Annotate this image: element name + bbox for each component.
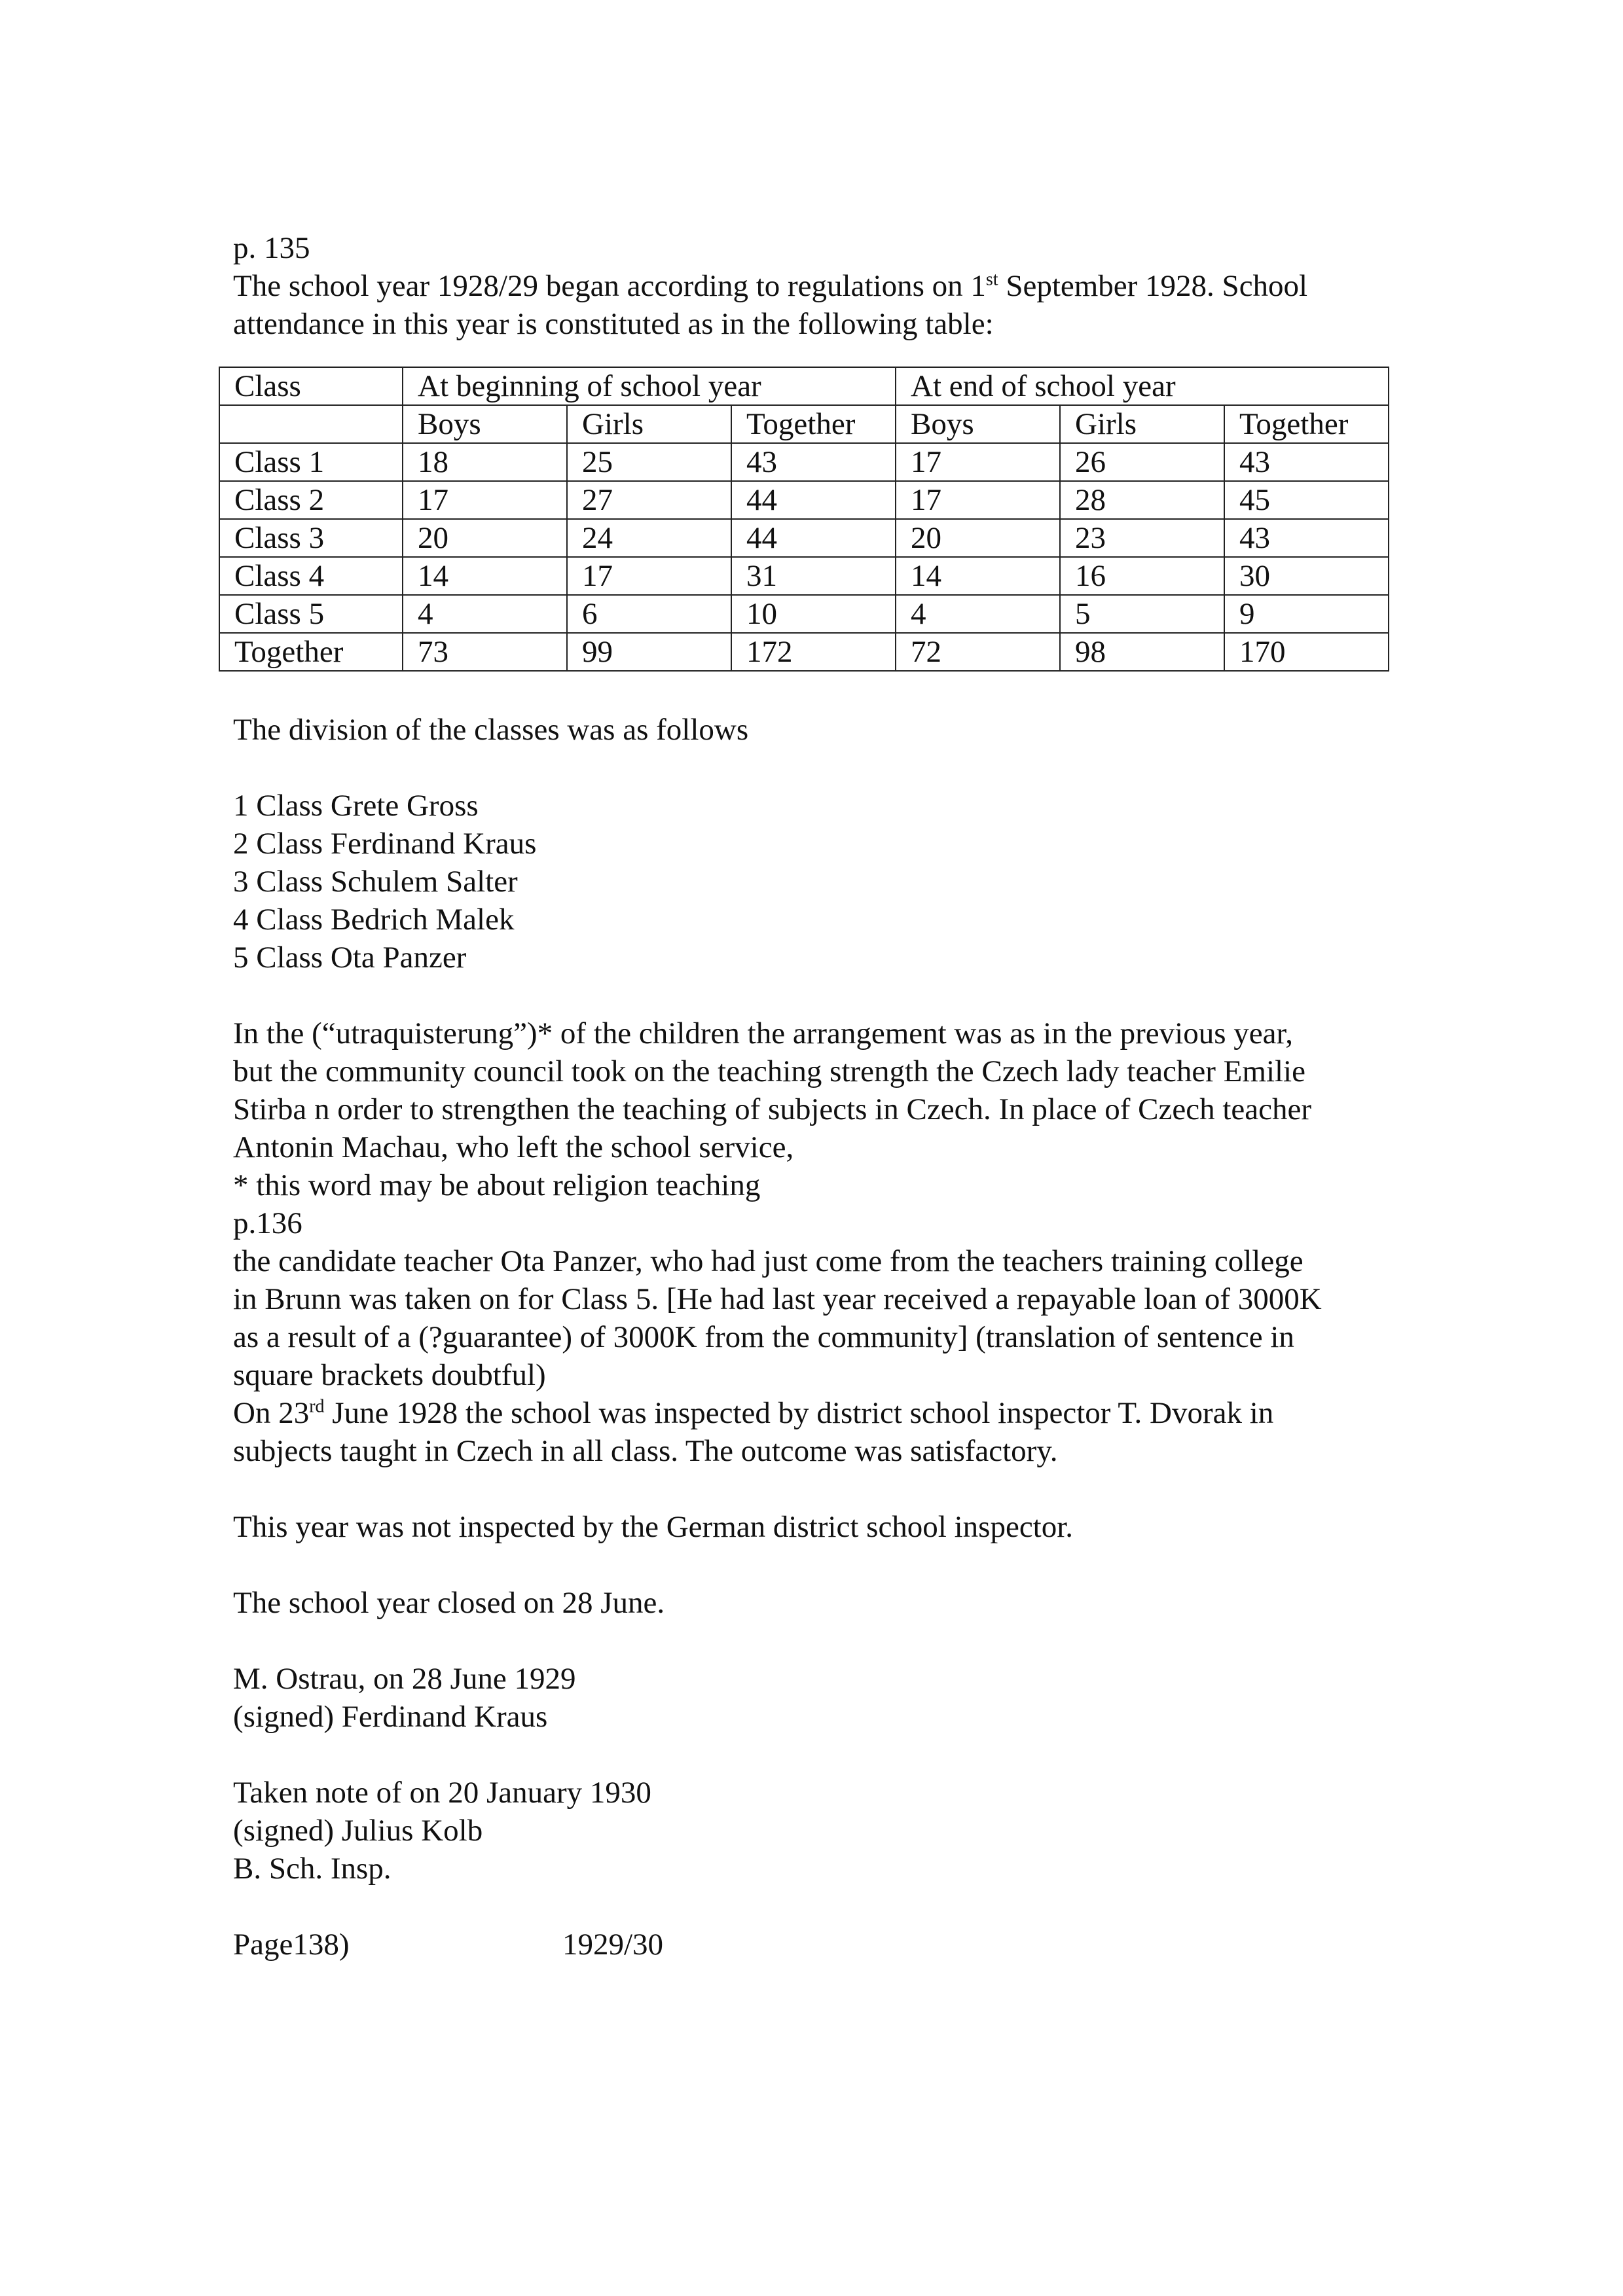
school-year-closed: The school year closed on 28 June. xyxy=(233,1586,665,1620)
table-cell: 17 xyxy=(896,443,1060,481)
intro-text-a: The school year 1928/29 began according to regulations on 1 xyxy=(233,269,986,303)
paragraph-line: as a result of a (?guarantee) of 3000K from the community] (translation of sentence in xyxy=(233,1320,1294,1354)
footer-school-year: 1929/30 xyxy=(562,1928,664,1962)
table-cell: 28 xyxy=(1060,481,1224,519)
footer-line xyxy=(233,1926,1412,1964)
table-cell: 20 xyxy=(403,519,567,557)
note-taken-date: Taken note of on 20 January 1930 xyxy=(233,1776,651,1810)
table-cell: 44 xyxy=(731,481,896,519)
table-cell: 5 xyxy=(1060,595,1224,633)
table-cell: 17 xyxy=(403,481,567,519)
inspection-line-1 xyxy=(233,1394,1412,1432)
table-cell: 170 xyxy=(1224,633,1389,671)
page-reference-136: p.136 xyxy=(233,1206,302,1240)
footnote: * this word may be about religion teaching xyxy=(233,1168,761,1202)
table-cell: 31 xyxy=(731,557,896,595)
division-item: 3 Class Schulem Salter xyxy=(233,865,518,899)
division-item: 4 Class Bedrich Malek xyxy=(233,903,515,937)
signature-signed: (signed) Ferdinand Kraus xyxy=(233,1700,548,1734)
table-cell: 25 xyxy=(567,443,731,481)
table-cell: 14 xyxy=(896,557,1060,595)
division-item: 2 Class Ferdinand Kraus xyxy=(233,827,537,861)
table-cell: 24 xyxy=(567,519,731,557)
paragraph-line: Stirba n order to strengthen the teaching of subjects in Czech. In place of Czech teacher xyxy=(233,1092,1311,1126)
table-cell: 99 xyxy=(567,633,731,671)
page-reference-135: p. 135 xyxy=(233,231,310,265)
paragraph-line: in Brunn was taken on for Class 5. [He had last year received a repayable loan of 3000K xyxy=(233,1282,1322,1316)
table-cell: 10 xyxy=(731,595,896,633)
table-cell: 20 xyxy=(896,519,1060,557)
table-cell: 27 xyxy=(567,481,731,519)
division-heading: The division of the classes was as follows xyxy=(233,713,749,747)
subheader-girls-begin: Girls xyxy=(567,405,731,443)
subheader-girls-end: Girls xyxy=(1060,405,1224,443)
table-cell: 9 xyxy=(1224,595,1389,633)
table-cell: 23 xyxy=(1060,519,1224,557)
paragraph-line: square brackets doubtful) xyxy=(233,1358,546,1392)
inspection-text-a: On 23 xyxy=(233,1396,310,1430)
inspection-line-2: subjects taught in Czech in all class. The outcome was satisfactory. xyxy=(233,1434,1058,1468)
german-inspection-note: This year was not inspected by the German district school inspector. xyxy=(233,1510,1074,1544)
table-cell: 98 xyxy=(1060,633,1224,671)
row-label: Together xyxy=(219,633,403,671)
footer-page-ref: Page138) xyxy=(233,1928,350,1962)
table-row xyxy=(219,481,1389,519)
subheader-together-end: Together xyxy=(1224,405,1389,443)
table-cell: 43 xyxy=(1224,443,1389,481)
paragraph-line: the candidate teacher Ota Panzer, who had just come from the teachers training college xyxy=(233,1244,1304,1278)
table-cell: 44 xyxy=(731,519,896,557)
table-subheader-row xyxy=(219,405,1389,443)
table-cell: 17 xyxy=(896,481,1060,519)
table-cell: 45 xyxy=(1224,481,1389,519)
inspection-superscript: rd xyxy=(309,1396,325,1417)
table-cell: 18 xyxy=(403,443,567,481)
table-cell: 172 xyxy=(731,633,896,671)
table-row xyxy=(219,443,1389,481)
table-row xyxy=(219,519,1389,557)
attendance-table xyxy=(219,367,1389,672)
intro-text-b: September 1928. School xyxy=(998,269,1308,303)
table-cell: 73 xyxy=(403,633,567,671)
table-cell: 4 xyxy=(896,595,1060,633)
table-cell: 30 xyxy=(1224,557,1389,595)
table-cell: 72 xyxy=(896,633,1060,671)
table-cell: 16 xyxy=(1060,557,1224,595)
division-item: 5 Class Ota Panzer xyxy=(233,941,467,975)
table-row xyxy=(219,557,1389,595)
paragraph-line: In the (“utraquisterung”)* of the children the arrangement was as in the previous year, xyxy=(233,1016,1293,1050)
subheader-together-begin: Together xyxy=(731,405,896,443)
row-label: Class 2 xyxy=(219,481,403,519)
subheader-boys-begin: Boys xyxy=(403,405,567,443)
document-page xyxy=(233,229,1412,1964)
signature-place-date: M. Ostrau, on 28 June 1929 xyxy=(233,1662,576,1696)
intro-line-1 xyxy=(233,267,1412,305)
row-label: Class 5 xyxy=(219,595,403,633)
table-total-row xyxy=(219,633,1389,671)
inspection-text-b: June 1928 the school was inspected by district school inspector T. Dvorak in xyxy=(324,1396,1274,1430)
row-label: Class 1 xyxy=(219,443,403,481)
intro-superscript: st xyxy=(985,269,998,290)
table-cell: 43 xyxy=(1224,519,1389,557)
paragraph-line: but the community council took on the teaching strength the Czech lady teacher Emilie xyxy=(233,1054,1305,1088)
table-row xyxy=(219,595,1389,633)
table-cell: 14 xyxy=(403,557,567,595)
header-end-of-year: At end of school year xyxy=(896,367,1389,405)
subheader-empty xyxy=(219,405,403,443)
subheader-boys-end: Boys xyxy=(896,405,1060,443)
row-label: Class 4 xyxy=(219,557,403,595)
header-beginning-of-year: At beginning of school year xyxy=(403,367,896,405)
table-cell: 17 xyxy=(567,557,731,595)
table-cell: 26 xyxy=(1060,443,1224,481)
division-item: 1 Class Grete Gross xyxy=(233,789,479,823)
inspector-signed: (signed) Julius Kolb xyxy=(233,1814,483,1848)
paragraph-line: Antonin Machau, who left the school service, xyxy=(233,1130,794,1164)
table-cell: 43 xyxy=(731,443,896,481)
inspector-title: B. Sch. Insp. xyxy=(233,1852,392,1886)
table-header-row xyxy=(219,367,1389,405)
table-cell: 6 xyxy=(567,595,731,633)
table-cell: 4 xyxy=(403,595,567,633)
row-label: Class 3 xyxy=(219,519,403,557)
intro-line-2: attendance in this year is constituted as in the following table: xyxy=(233,307,994,341)
header-class: Class xyxy=(219,367,403,405)
